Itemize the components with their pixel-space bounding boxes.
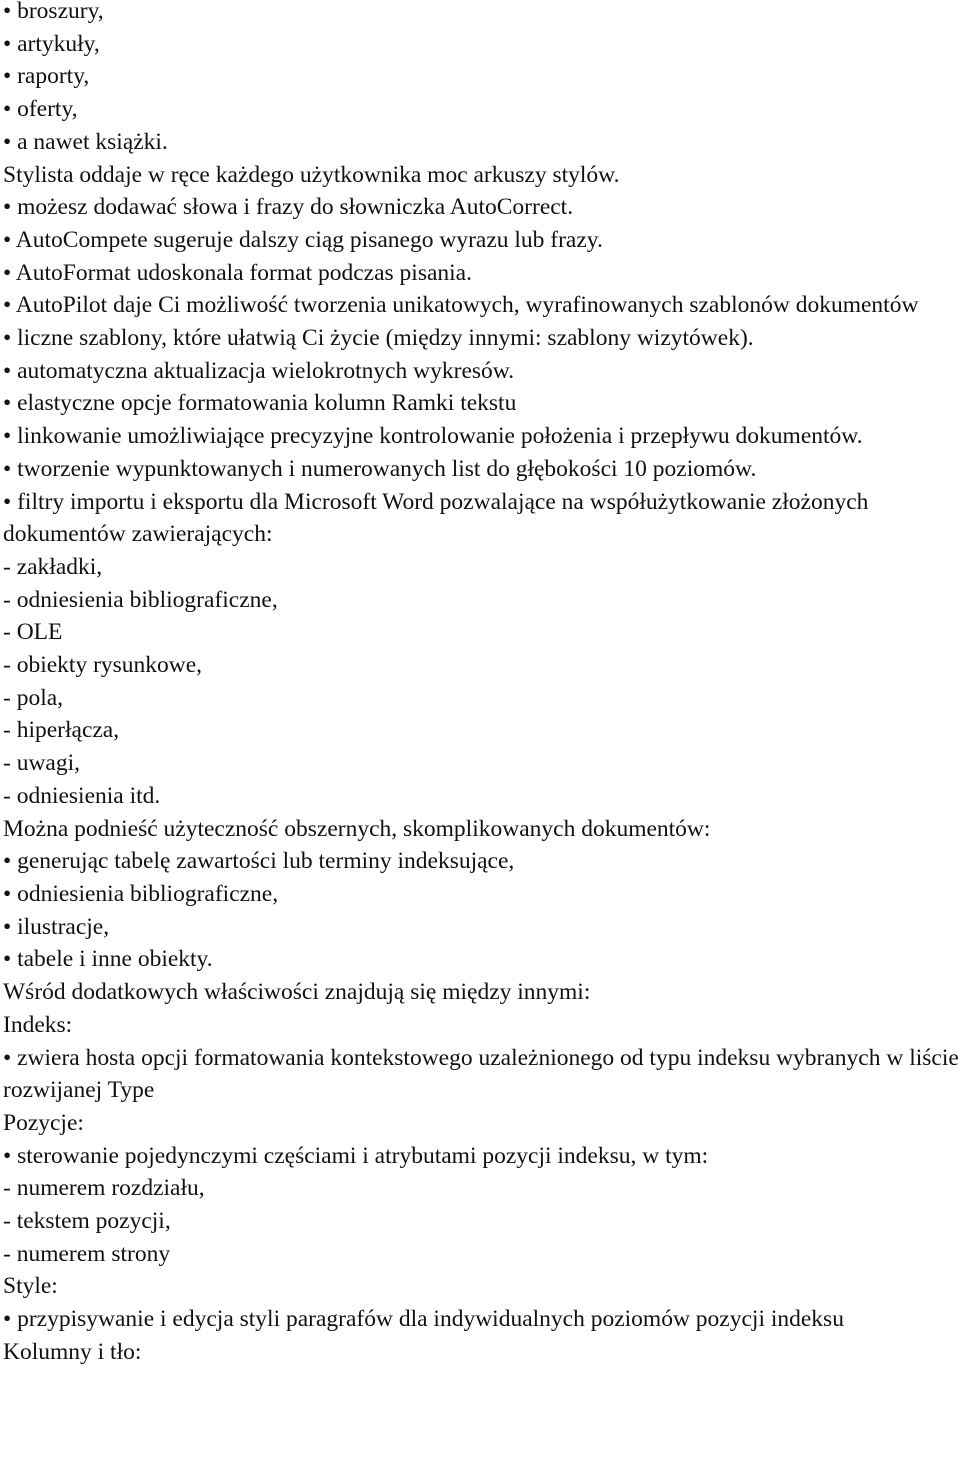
list-item: • sterowanie pojedynczymi częściami i atrybutami pozycji indeksu, w tym: <box>3 1142 709 1169</box>
sub-list-item: - numerem rozdziału, <box>3 1175 205 1202</box>
list-item: • filtry importu i eksportu dla Microsoft Word pozwalające na współużytkowanie złożonych dokumentów zawierających: <box>3 488 875 548</box>
list-item: • linkowanie umożliwiające precyzyjne kontrolowanie położenia i przepływu dokumentów. <box>3 423 863 450</box>
sub-list-item: - pola, <box>3 684 64 711</box>
section-heading: Style: <box>3 1273 58 1300</box>
list-item: • odniesienia bibliograficzne, <box>3 880 279 907</box>
paragraph: Stylista oddaje w ręce każdego użytkownika moc arkuszy stylów. <box>3 161 620 188</box>
sub-list-item: - OLE <box>3 619 63 646</box>
list-item: • tabele i inne obiekty. <box>3 946 213 973</box>
sub-list-item: - tekstem pozycji, <box>3 1208 171 1235</box>
list-item: • a nawet książki. <box>3 128 168 155</box>
list-item: • przypisywanie i edycja styli paragrafów dla indywidualnych poziomów pozycji indeksu <box>3 1306 844 1333</box>
sub-list-item: - uwagi, <box>3 750 81 777</box>
list-item: • oferty, <box>3 96 78 123</box>
list-item: • ilustracje, <box>3 913 110 940</box>
list-item: • elastyczne opcje formatowania kolumn Ramki tekstu <box>3 390 517 417</box>
section-heading: Pozycje: <box>3 1109 84 1136</box>
list-item: • liczne szablony, które ułatwią Ci życie (między innymi: szablony wizytówek). <box>3 325 754 352</box>
list-item: • broszury, <box>3 0 104 24</box>
list-item: • artykuły, <box>3 30 100 57</box>
sub-list-item: - odniesienia itd. <box>3 782 161 809</box>
paragraph: Wśród dodatkowych właściwości znajdują się między innymi: <box>3 979 591 1006</box>
section-heading: Kolumny i tło: <box>3 1338 142 1365</box>
list-item: • zwiera hosta opcji formatowania kontekstowego uzależnionego od typu indeksu wybranych w liście rozwijanej Type <box>3 1044 959 1104</box>
section-heading: Indeks: <box>3 1011 73 1038</box>
sub-list-item: - hiperłącza, <box>3 717 120 744</box>
paragraph: Można podnieść użyteczność obszernych, skomplikowanych dokumentów: <box>3 815 711 842</box>
list-item: • raporty, <box>3 63 90 90</box>
list-item: • AutoPilot daje Ci możliwość tworzenia unikatowych, wyrafinowanych szablonów dokumentów <box>3 292 919 319</box>
sub-list-item: - numerem strony <box>3 1240 171 1267</box>
sub-list-item: - obiekty rysunkowe, <box>3 652 203 679</box>
sub-list-item: - zakładki, <box>3 553 103 580</box>
list-item: • generując tabelę zawartości lub terminy indeksujące, <box>3 848 515 875</box>
list-item: • automatyczna aktualizacja wielokrotnych wykresów. <box>3 357 515 384</box>
list-item: • tworzenie wypunktowanych i numerowanych list do głębokości 10 poziomów. <box>3 455 757 482</box>
list-item: • AutoFormat udoskonala format podczas pisania. <box>3 259 472 286</box>
list-item: • możesz dodawać słowa i frazy do słowniczka AutoCorrect. <box>3 194 574 221</box>
sub-list-item: - odniesienia bibliograficzne, <box>3 586 278 613</box>
list-item: • AutoCompete sugeruje dalszy ciąg pisanego wyrazu lub frazy. <box>3 226 603 253</box>
